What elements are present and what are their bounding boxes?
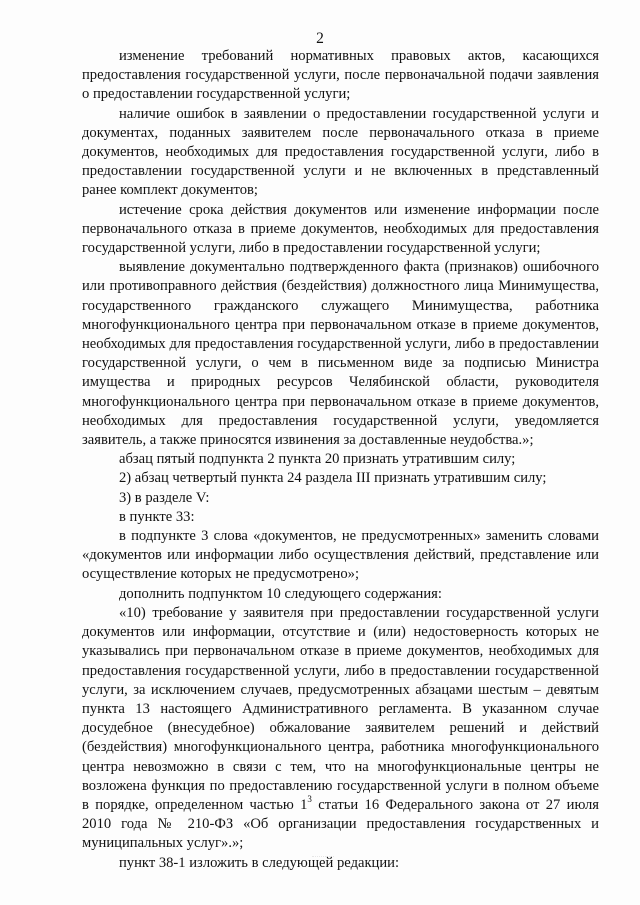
paragraph: пункт 38-1 изложить в следующей редакции: bbox=[119, 854, 400, 871]
scan-artifact bbox=[312, 856, 334, 863]
item-10-text-end: статьи 16 Федерального закона от 27 июля 2010 года № 210-ФЗ «Об организации предоставления государственных и муниципальных услуг».»; bbox=[82, 796, 599, 852]
document-body bbox=[82, 47, 599, 873]
page-number: 2 bbox=[316, 30, 324, 47]
paragraph: абзац пятый подпункта 2 пункта 20 признать утратившим силу; bbox=[119, 451, 516, 468]
item-10-text: «10) требование у заявителя при предоставлении государственной услуги документов или информации, отсутствие и (или) недостоверность которых не указывались при первоначальном отказе в приеме документов, необходимых для предоставления государственной услуги, либо в предоставлении государственной услуги, за исключением случаев, предусмотренных абзацами шестым – девятым пункта 13 настоящего Административного регламента. В указанном случае досудебное (внесудебное) обжалование заявителем решений и действий (бездействия) многофункционального центра, работника многофункционального центра невозможно в связи с тем, что на многофункциональные центры не возложена функция по предоставлению государственной услуги в полном объеме в порядке, определенном частью 1 bbox=[82, 604, 599, 813]
paragraph-item-10 bbox=[82, 604, 599, 854]
paragraph: выявление документально подтвержденного факта (признаков) ошибочного или противоправного действия (бездействия) должностного лица Минимущества, государственного гражданского служащего Минимущества, работника многофункционального центра при первоначальном отказе в приеме документов, необходимых для предоставления государственной услуги, либо в предоставлении государственной услуги, о чем в письменном виде за подписью Министра имущества и природных ресурсов Челябинской области, руководителя многофункционального центра при первоначальном отказе в приеме документов, необходимых для предоставления государственной услуги, уведомляется заявитель, а также приносятся извинения за доставленные неудобства.»; bbox=[82, 259, 599, 449]
paragraph: 2) абзац четвертый пункта 24 раздела III признать утратившим силу; bbox=[119, 470, 547, 487]
paragraph: 3) в разделе V: bbox=[119, 489, 210, 506]
paragraph: в пункте 33: bbox=[119, 508, 195, 525]
paragraph: изменение требований нормативных правовых актов, касающихся предоставления государственной услуги, после первоначальной подачи заявления о предоставлении государственной услуги; bbox=[82, 48, 599, 103]
paragraph: истечение срока действия документов или изменение информации после первоначального отказа в приеме документов, необходимых для предоставления государственной услуги, либо в предоставлении государственной услуги; bbox=[82, 201, 599, 257]
paragraph: наличие ошибок в заявлении о предоставлении государственной услуги и документах, поданных заявителем после первоначального отказа в приеме документов, необходимых для предоставления государственной услуги, либо в предоставлении государственной услуги и не включенных в представленный ранее комплект документов; bbox=[82, 105, 599, 199]
paragraph: в подпункте 3 слова «документов, не предусмотренных» заменить словами «документов или информации либо осуществления действий, представление или осуществление которых не предусмотрено»; bbox=[82, 528, 599, 583]
paragraph: дополнить подпунктом 10 следующего содержания: bbox=[119, 585, 442, 602]
superscript: 3 bbox=[307, 794, 312, 805]
